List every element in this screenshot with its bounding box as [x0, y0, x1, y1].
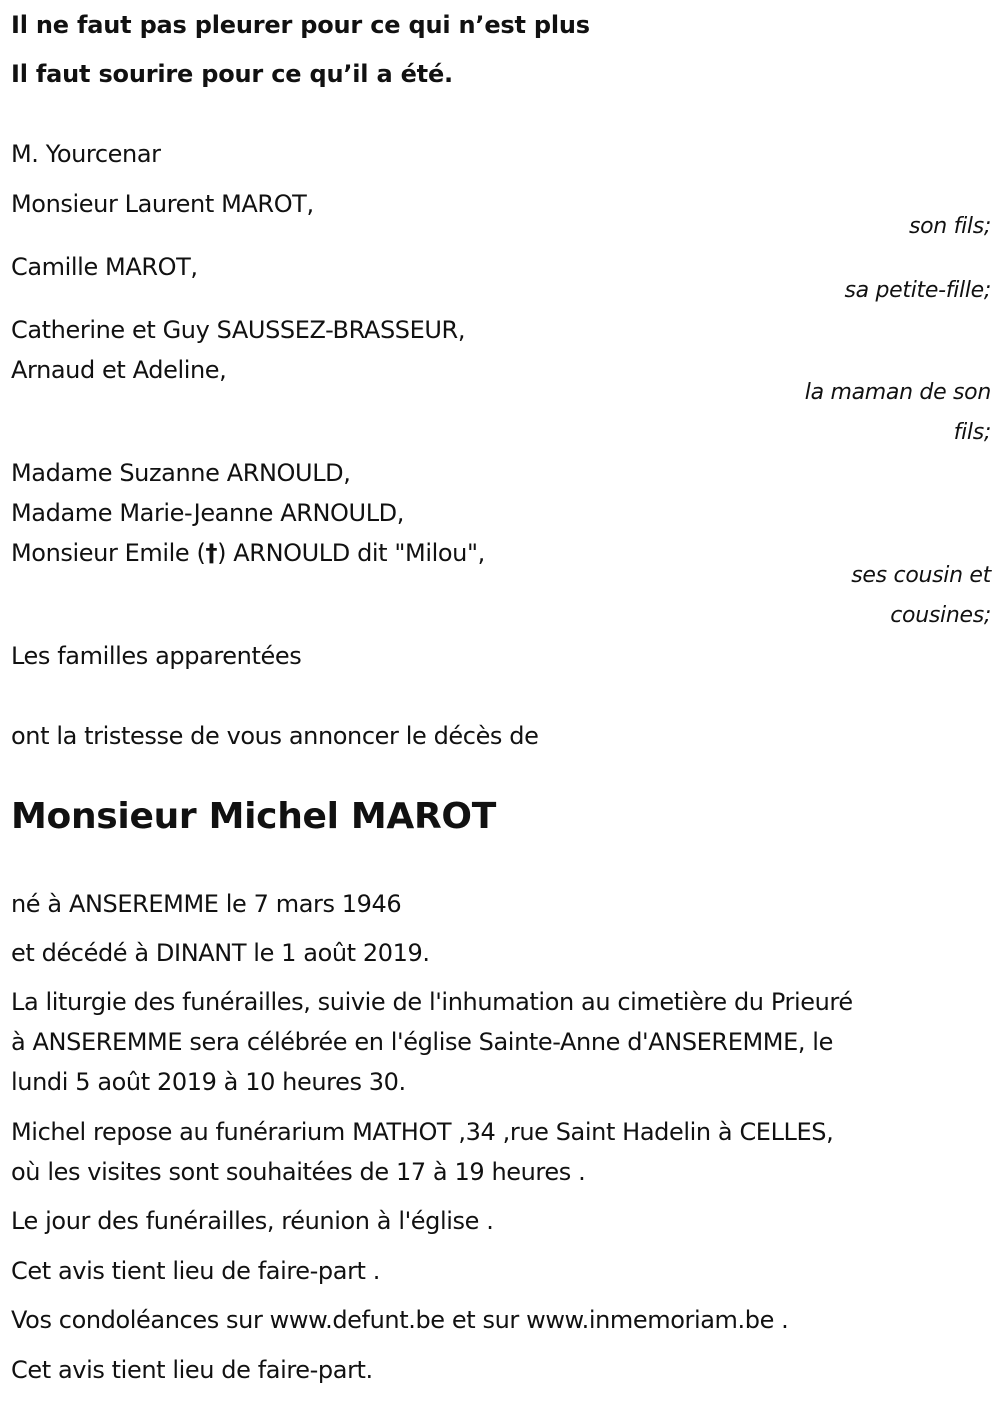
cross-icon: † — [205, 539, 218, 567]
family-relation: sa petite-fille; — [844, 278, 991, 303]
notice-text: Cet avis tient lieu de faire-part . — [11, 1257, 381, 1285]
family-name: Camille MAROT, — [11, 253, 198, 281]
family-name: Catherine et Guy SAUSSEZ-BRASSEUR, — [11, 316, 466, 344]
funeral-info-line: à ANSEREMME sera célébrée en l'église Sainte-Anne d'ANSEREMME, le — [11, 1028, 833, 1056]
meeting-info: Le jour des funérailles, réunion à l'église . — [11, 1207, 494, 1235]
funeral-info-line: La liturgie des funérailles, suivie de l'inhumation au cimetière du Prieuré — [11, 988, 853, 1016]
birth-info: né à ANSEREMME le 7 mars 1946 — [11, 890, 402, 918]
family-relation: la maman de son — [804, 380, 991, 405]
visitation-info-line: où les visites sont souhaitées de 17 à 19 heures . — [11, 1158, 586, 1186]
family-relation: son fils; — [908, 214, 991, 239]
epigraph-line-1: Il ne faut pas pleurer pour ce qui n’est plus — [11, 11, 590, 39]
family-name-part: Monsieur Emile ( — [11, 539, 206, 567]
family-relation: fils; — [953, 420, 991, 445]
notice-text: Cet avis tient lieu de faire-part. — [11, 1356, 373, 1384]
epigraph-author: M. Yourcenar — [11, 140, 161, 168]
family-relation: cousines; — [890, 603, 991, 628]
family-name: Arnaud et Adeline, — [11, 356, 227, 384]
epigraph-line-2: Il faut sourire pour ce qu’il a été. — [11, 60, 453, 88]
family-name-part: ) ARNOULD dit "Milou", — [217, 539, 485, 567]
family-name: Les familles apparentées — [11, 642, 302, 670]
deceased-name: Monsieur Michel MAROT — [11, 796, 496, 837]
family-name: Madame Marie-Jeanne ARNOULD, — [11, 499, 404, 527]
family-name: Monsieur Laurent MAROT, — [11, 190, 314, 218]
funeral-info-line: lundi 5 août 2019 à 10 heures 30. — [11, 1068, 406, 1096]
death-info: et décédé à DINANT le 1 août 2019. — [11, 939, 430, 967]
visitation-info-line: Michel repose au funérarium MATHOT ,34 ,rue Saint Hadelin à CELLES, — [11, 1118, 834, 1146]
family-relation: ses cousin et — [851, 563, 991, 588]
family-name — [11, 538, 485, 568]
announcement-text: ont la tristesse de vous annoncer le décès de — [11, 722, 539, 750]
condolences-text: Vos condoléances sur www.defunt.be et sur www.inmemoriam.be . — [11, 1306, 789, 1334]
family-name: Madame Suzanne ARNOULD, — [11, 459, 351, 487]
